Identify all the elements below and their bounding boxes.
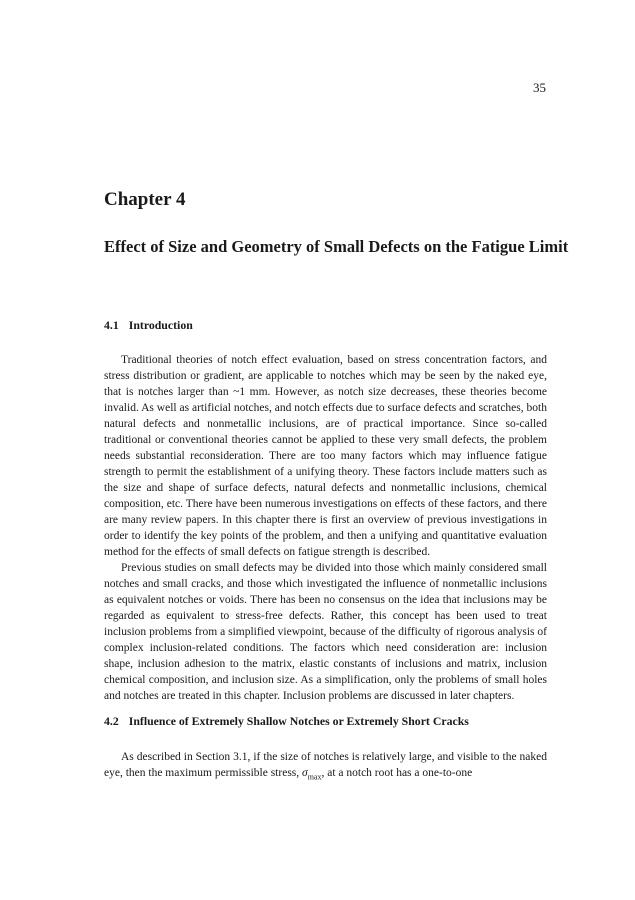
paragraph	[104, 749, 547, 785]
sigma-symbol: σ	[302, 767, 308, 779]
section-heading-shallow-notches	[104, 714, 469, 729]
section-number: 4.1	[104, 318, 119, 332]
paragraph-text: As described in Section 3.1, if the size of notches is relatively large, and visible to the naked eye, then the maximum permissible stress,	[104, 751, 547, 779]
section-title: Influence of Extremely Shallow Notches or Extremely Short Cracks	[128, 714, 469, 728]
section-title: Introduction	[128, 318, 193, 332]
paragraph-text: , at a notch root has a one-to-one	[321, 767, 473, 779]
section-4-2-body	[104, 749, 547, 785]
sigma-subscript: max	[307, 772, 322, 782]
section-heading-introduction	[104, 318, 193, 333]
chapter-label: Chapter 4	[104, 189, 186, 210]
introduction-body	[104, 352, 547, 704]
paragraph: Previous studies on small defects may be divided into those which mainly considered small notches and small cracks, and those which investigated the influence of nonmetallic inclusions as equivalent notches or voids. There has been no consensus on the idea that inclusions may be regarded as equivalent to stress-free defects. Rather, this concept has been used to treat inclusion problems from a simplified viewpoint, because of the difficulty of rigorous analysis of complex inclusion-related conditions. The factors which need consideration are: inclusion shape, inclusion adhesion to the matrix, elastic constants of inclusions and matrix, inclusion chemical composition, and inclusion size. As a simplification, only the problems of small holes and notches are treated in this chapter. Inclusion problems are discussed in later chapters.	[104, 562, 547, 702]
chapter-title: Effect of Size and Geometry of Small Defects on the Fatigue Limit	[104, 237, 569, 256]
page-number: 35	[533, 80, 546, 95]
section-number: 4.2	[104, 714, 119, 728]
paragraph: Traditional theories of notch effect evaluation, based on stress concentration factors, and stress distribution or gradient, are applicable to notches which may be seen by the naked eye, that is notches larger than ~1 mm. However, as notch size decreases, these theories become invalid. As well as artificial notches, and notch effects due to surface defects and scratches, both natural defects and nonmetallic inclusions, are of practical importance. Since so-called traditional or conventional theories cannot be applied to these very small defects, the problem needs substantial reconsideration. There are too many factors which may influence fatigue strength to permit the establishment of a unifying theory. These factors include matters such as the size and shape of surface defects, natural defects and nonmetallic inclusions, chemical composition, etc. There have been numerous investigations on effects of these factors, and there are many review papers. In this chapter there is first an overview of previous investigations in order to identify the key points of the problem, and then a unifying and quantitative evaluation method for the effects of small defects on fatigue strength is described.	[104, 354, 547, 558]
